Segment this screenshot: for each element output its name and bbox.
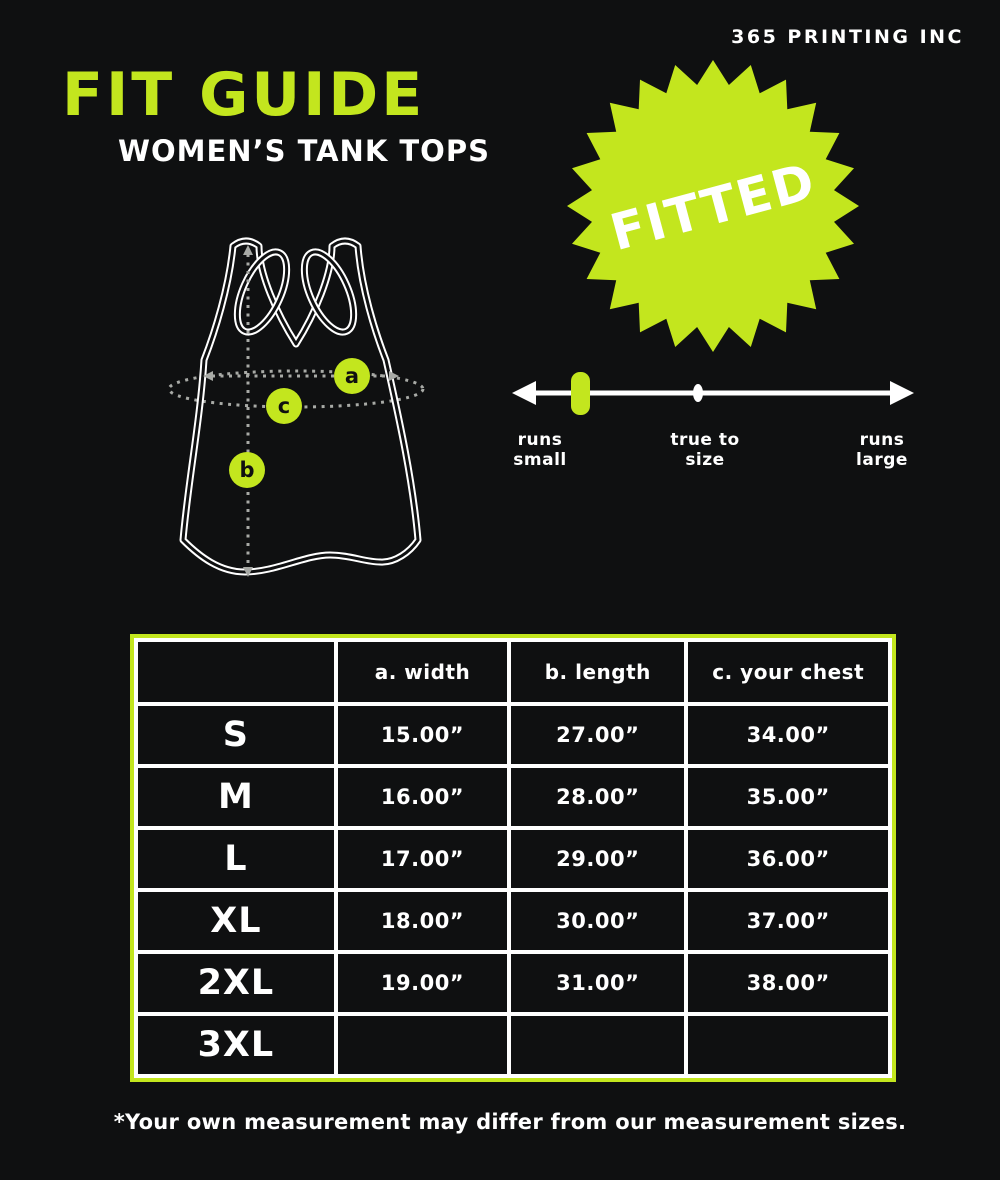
scale-label-runs-large: runs large [856,430,908,471]
scale-left-arrow-icon [512,381,536,405]
table-row [136,890,890,952]
width-value: 17.00” [336,828,509,890]
scale-label-true-to-size: true to size [670,430,740,471]
scale-center-dot [693,384,703,402]
page-subtitle: WOMEN’S TANK TOPS [118,134,490,168]
scale-label-runs-small: runs small [513,430,567,471]
chest-value: 36.00” [686,828,890,890]
length-value: 27.00” [509,704,686,766]
brand-name: 365 PRINTING INC [731,26,964,48]
svg-text:a: a [344,364,360,388]
header-size [136,640,336,704]
chest-value: 35.00” [686,766,890,828]
length-value [509,1014,686,1076]
chest-value: 37.00” [686,890,890,952]
size-label: 2XL [136,952,336,1014]
size-label: 3XL [136,1014,336,1076]
page-title: FIT GUIDE [62,60,426,130]
length-value: 31.00” [509,952,686,1014]
scale-position-marker [571,372,590,415]
width-value [336,1014,509,1076]
size-label: M [136,766,336,828]
length-value: 30.00” [509,890,686,952]
width-value: 16.00” [336,766,509,828]
table-row [136,1014,890,1076]
table-row [136,704,890,766]
width-value: 19.00” [336,952,509,1014]
svg-text:b: b [239,458,255,482]
tank-top-illustration [155,232,445,587]
chest-value [686,1014,890,1076]
size-table [130,634,896,1082]
svg-text:c: c [277,394,291,418]
length-value: 29.00” [509,828,686,890]
table-row [136,952,890,1014]
marker-a [334,358,370,394]
table-header-row [136,640,890,704]
table-row [136,766,890,828]
header-chest: c. your chest [686,640,890,704]
badge-label: FITTED [604,151,823,263]
marker-b [229,452,265,488]
marker-c [266,388,302,424]
width-value: 15.00” [336,704,509,766]
size-label: L [136,828,336,890]
chest-value: 38.00” [686,952,890,1014]
measurement-disclaimer: *Your own measurement may differ from our measurement sizes. [113,1110,907,1134]
header-length: b. length [509,640,686,704]
table-row [136,828,890,890]
starburst-icon [565,58,861,354]
length-measure-line [243,245,253,577]
size-label: S [136,704,336,766]
fit-scale [502,368,922,420]
size-label: XL [136,890,336,952]
chest-value: 34.00” [686,704,890,766]
header-width: a. width [336,640,509,704]
length-value: 28.00” [509,766,686,828]
scale-right-arrow-icon [890,381,914,405]
fitted-badge [565,58,861,354]
width-value: 18.00” [336,890,509,952]
